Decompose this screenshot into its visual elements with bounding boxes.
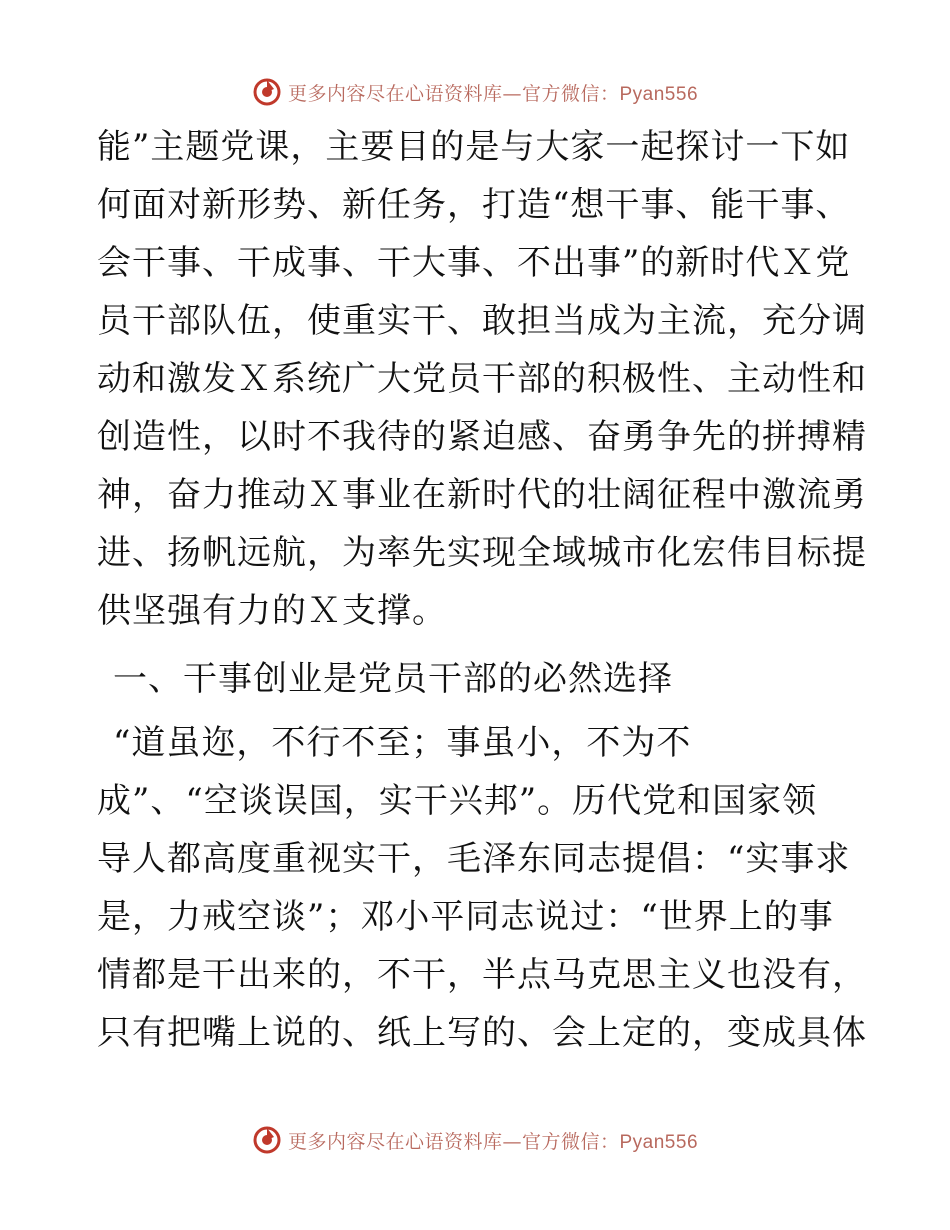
watermark-prefix: 更多内容尽在心语资料库—官方微信：: [287, 1130, 620, 1153]
text-line: 是，力戒空谈”；邓小平同志说过：“世界上的事: [97, 897, 834, 937]
text-line: 会干事、干成事、干大事、不出事”的新时代Ｘ党: [97, 243, 851, 283]
text-line: 成”、“空谈误国，实干兴邦”。历代党和国家领: [97, 781, 818, 821]
text-line: 何面对新形势、新任务，打造“想干事、能干事、: [97, 185, 851, 225]
text-line: 供坚强有力的Ｘ支撑。: [97, 591, 447, 631]
text-line: “道虽迩，不行不至；事虽小，不为不: [113, 723, 692, 763]
text-line: 能”主题党课，主要目的是与大家一起探讨一下如: [97, 127, 851, 167]
watermark-prefix: 更多内容尽在心语资料库—官方微信：: [287, 82, 620, 105]
text-line: 创造性，以时不我待的紧迫感、奋勇争先的拼搏精: [97, 417, 867, 457]
brand-logo-icon: [252, 1125, 282, 1155]
wechat-id: Pyan556: [619, 1131, 699, 1153]
section-heading: 一、干事创业是党员干部的必然选择: [113, 659, 673, 699]
paragraph-2: [97, 714, 867, 1062]
watermark-text: [288, 79, 698, 106]
text-line: 神，奋力推动Ｘ事业在新时代的壮阔征程中激流勇: [97, 475, 867, 515]
text-line: 动和激发Ｘ系统广大党员干部的积极性、主动性和: [97, 359, 867, 399]
footer-watermark-banner: [0, 1120, 950, 1160]
text-line: 员干部队伍，使重实干、敢担当成为主流，充分调: [97, 301, 867, 341]
paragraph-1: [97, 118, 867, 640]
brand-logo-icon: [252, 77, 282, 107]
wechat-id: Pyan556: [619, 83, 699, 105]
header-watermark-banner: [0, 72, 950, 112]
watermark-text: [288, 1127, 698, 1154]
text-line: 只有把嘴上说的、纸上写的、会上定的，变成具体: [97, 1013, 867, 1053]
text-line: 情都是干出来的，不干，半点马克思主义也没有，: [97, 955, 867, 995]
document-body: [97, 118, 867, 1062]
text-line: 进、扬帆远航，为率先实现全域城市化宏伟目标提: [97, 533, 867, 573]
text-line: 导人都高度重视实干，毛泽东同志提倡：“实事求: [97, 839, 851, 879]
